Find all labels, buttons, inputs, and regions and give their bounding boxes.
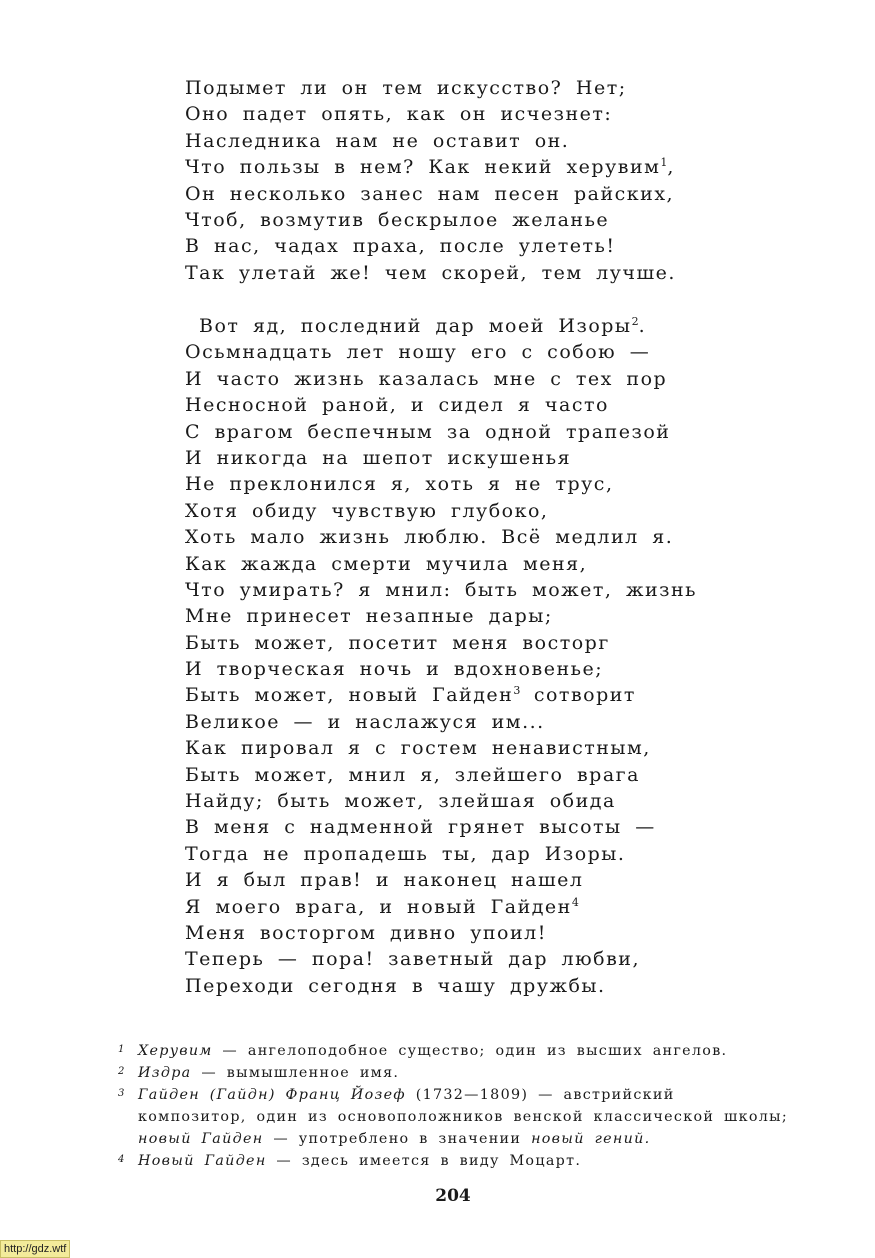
verse-line: Как жажда смерти мучила меня, — [185, 552, 588, 575]
footnote-text: — вымышленное имя. — [191, 1065, 400, 1081]
footnote-ref: 1 — [660, 156, 668, 170]
page-number: 204 — [435, 1186, 471, 1206]
footnote-term: Новый Гайден — [138, 1153, 267, 1169]
stanza-2 — [185, 313, 697, 999]
verse-line: В меня с надменной грянет высоты — — [185, 816, 656, 839]
footnote-text: (1732—1809) — австрийский композитор, один из основоположников венской классической школы; — [138, 1087, 788, 1125]
footnote-text: — употреблено в значении — [263, 1131, 532, 1147]
verse-line: Великое — и наслажуся им... — [185, 710, 545, 733]
verse-line: Быть может, мнил я, злейшего врага — [185, 763, 640, 786]
footnote-number: 1 — [118, 1044, 126, 1055]
verse-line: Так улетай же! чем скорей, тем лучше. — [185, 261, 676, 284]
stanza-1 — [185, 75, 676, 286]
verse-line: И часто жизнь казалась мне с тех пор — [185, 367, 668, 390]
verse-line: В нас, чадах праха, после улететь! — [185, 235, 616, 258]
verse-line: С врагом беспечным за одной трапезой — [185, 420, 671, 443]
verse-line: Подымет ли он тем искусство? Нет; — [185, 77, 627, 99]
verse-line: И творческая ночь и вдохновенье; — [185, 658, 604, 681]
verse-line: Хотя обиду чувствую глубоко, — [185, 499, 549, 522]
verse-line: Переходи сегодня в чашу дружбы. — [185, 974, 606, 997]
footnote-ref: 3 — [513, 684, 521, 698]
verse-line: Чтоб, возмутив бескрылое желанье — [185, 208, 610, 231]
verse-line: Я моего врага, и новый Гайден$^4$ — [185, 895, 579, 918]
verse-line: Теперь — пора! заветный дар любви, — [185, 948, 640, 971]
footnotes — [118, 1040, 790, 1172]
footnote-term: Издра — [138, 1065, 192, 1081]
footnote-number: 4 — [118, 1154, 126, 1165]
verse-line: Он несколько занес нам песен райских, — [185, 182, 675, 205]
footnote-number: 2 — [118, 1066, 126, 1077]
footnote-2 — [118, 1062, 790, 1084]
footnote-4 — [118, 1150, 790, 1172]
verse-line: Как пировал я с гостем ненавистным, — [185, 737, 651, 760]
footnote-ref: 4 — [571, 895, 579, 909]
footnote-text: — ангелоподобное существо; один из высших ангелов. — [212, 1043, 728, 1059]
footnote-ref: 2 — [631, 315, 639, 328]
verse-line: И я был прав! и наконец нашел — [185, 869, 584, 892]
verse-line: Несносной раной, и сидел я часто — [185, 394, 609, 417]
footnote-number: 3 — [118, 1088, 126, 1099]
footnote-term: Гайден (Гайдн) Франц Йозеф — [138, 1087, 406, 1103]
footnote-term: новый гений. — [531, 1131, 651, 1147]
verse-line: Найду; быть может, злейшая обида — [185, 790, 616, 813]
verse-line: Хоть мало жизнь люблю. Всё медлил я. — [185, 526, 674, 549]
verse-line: Что пользы в нем? Как некий херувим$^1$, — [185, 156, 675, 179]
verse-line: Быть может, посетит меня восторг — [185, 631, 610, 654]
verse-line: Меня восторгом дивно упоил! — [185, 921, 547, 944]
verse-line: Осьмнадцать лет ношу его с собою — — [185, 341, 651, 364]
verse-line: Вот яд, последний дар моей Изоры$^2$. — [199, 315, 647, 337]
watermark-link[interactable]: http://gdz.wtf — [0, 1240, 70, 1258]
verse-line: И никогда на шепот искушенья — [185, 446, 572, 469]
verse-line: Тогда не пропадешь ты, дар Изоры. — [185, 842, 626, 865]
footnote-1 — [118, 1040, 790, 1062]
verse-line: Быть может, новый Гайден$^3$ сотворит — [185, 684, 636, 707]
verse-line: Оно падет опять, как он исчезнет: — [185, 103, 613, 126]
footnote-text: — здесь имеется в виду Моцарт. — [266, 1153, 582, 1169]
verse-line: Не преклонился я, хоть я не трус, — [185, 473, 614, 496]
footnote-term: Херувим — [138, 1043, 213, 1059]
verse-line: Мне принесет незапные дары; — [185, 605, 553, 628]
verse-line: Наследника нам не оставит он. — [185, 129, 570, 152]
footnote-term: новый Гайден — [138, 1131, 264, 1147]
verse-line: Что умирать? я мнил: быть может, жизнь — [185, 578, 698, 601]
footnote-3 — [118, 1084, 790, 1150]
